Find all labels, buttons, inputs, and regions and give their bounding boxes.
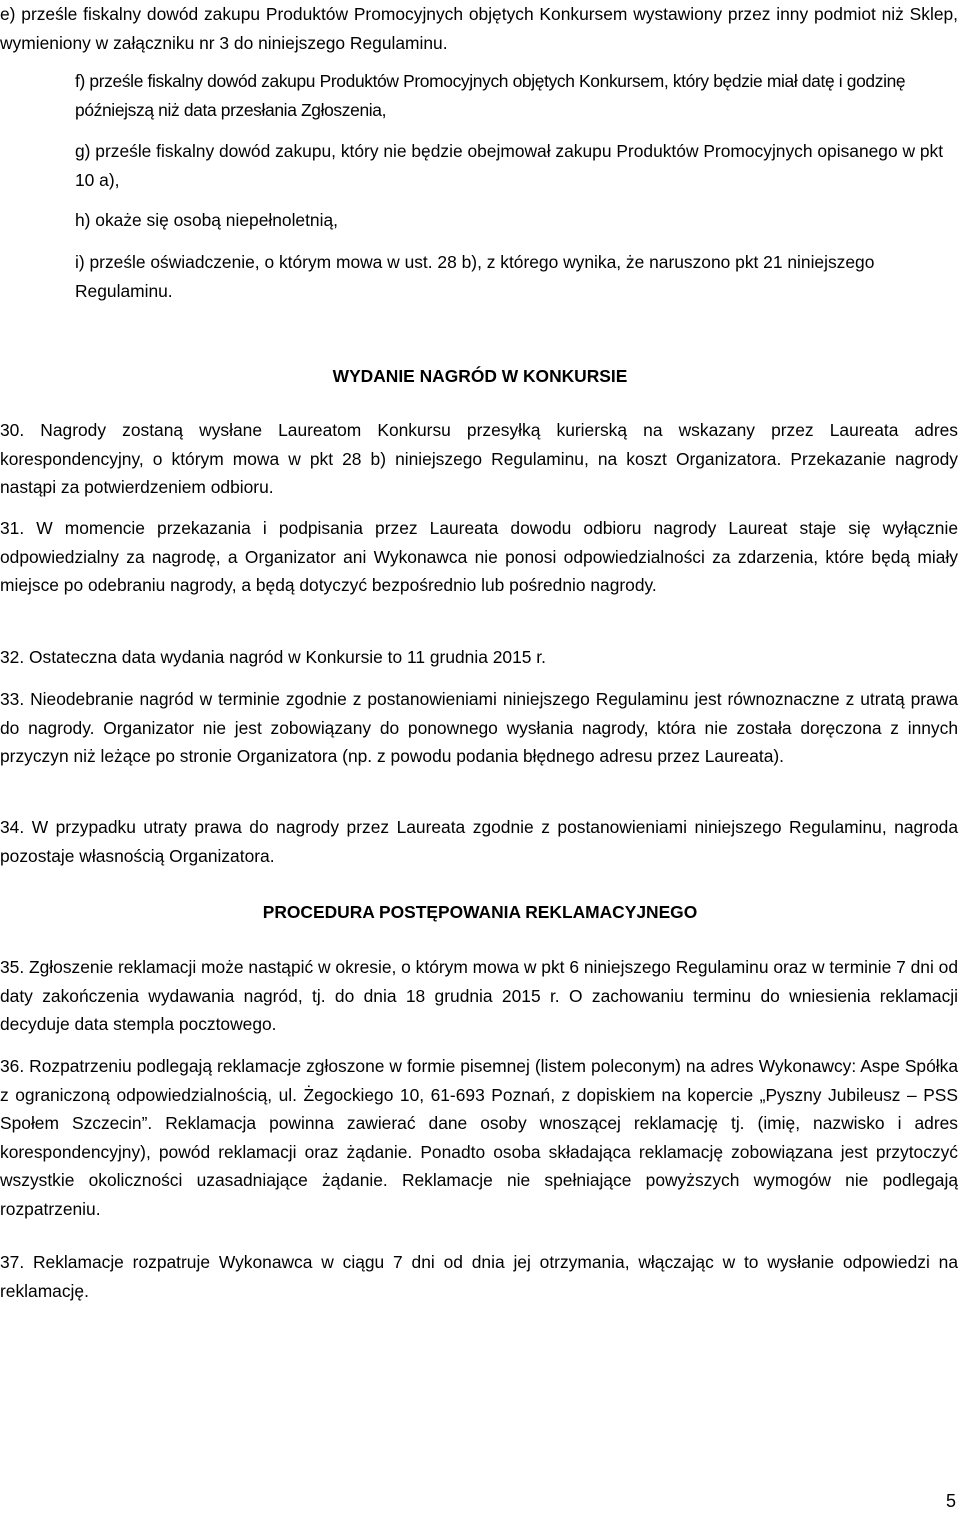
paragraph-32: 32. Ostateczna data wydania nagród w Konkursie to 11 grudnia 2015 r. (0, 647, 546, 667)
list-item-e: e) prześle fiskalny dowód zakupu Produktów Promocyjnych objętych Konkursem wystawiony przez inny podmiot niż Sklep, wymieniony w załączniku nr 3 do niniejszego Regulaminu. (0, 4, 958, 53)
paragraph-33: 33. Nieodebranie nagród w terminie zgodnie z postanowieniami niniejszego Regulaminu jest równoznaczne z utratą prawa do nagrody. Organizator nie jest zobowiązany do ponownego wysłania nagrody, która nie została doręczona z innych przyczyn niż leżące po stronie Organizatora (np. z powodu podania błędnego adresu przez Laureata). (0, 689, 958, 767)
section-heading-complaints: PROCEDURA POSTĘPOWANIA REKLAMACYJNEGO (262, 902, 698, 922)
paragraph-31: 31. W momencie przekazania i podpisania przez Laureata dowodu odbioru nagrody Laureat staje się wyłącznie odpowiedzialny za nagrodę, a Organizator ani Wykonawca nie ponosi odpowiedzialności za zdarzenia, które będą miały miejsce po odebraniu nagrody, a będą dotyczyć bezpośrednio lub pośrednio nagrody. (0, 518, 958, 596)
list-item-g: g) prześle fiskalny dowód zakupu, który nie będzie obejmował zakupu Produktów Promocyjnych opisanego w pkt 10 a), (75, 141, 944, 190)
page-number: 5 (945, 1491, 956, 1511)
paragraph-35: 35. Zgłoszenie reklamacji może nastąpić w okresie, o którym mowa w pkt 6 niniejszego Regulaminu oraz w terminie 7 dni od daty zakończenia wydawania nagród, tj. do dnia 18 grudnia 2015 r. O zachowaniu terminu do wniesienia reklamacji decyduje data stempla pocztowego. (0, 957, 958, 1035)
paragraph-30: 30. Nagrody zostaną wysłane Laureatom Konkursu przesyłką kurierską na wskazany przez Laureata adres korespondencyjny, o którym mowa w pkt 28 b) niniejszego Regulaminu, na koszt Organizatora. Przekazanie nagrody nastąpi za potwierdzeniem odbioru. (0, 420, 958, 498)
list-item-f: f) prześle fiskalny dowód zakupu Produktów Promocyjnych objętych Konkursem, który będzie miał datę i godzinę późniejszą niż data przesłania Zgłoszenia, (75, 71, 906, 120)
paragraph-34: 34. W przypadku utraty prawa do nagrody przez Laureata zgodnie z postanowieniami niniejszego Regulaminu, nagroda pozostaje własnością Organizatora. (0, 817, 958, 866)
section-heading-prize-delivery: WYDANIE NAGRÓD W KONKURSIE (332, 366, 628, 386)
paragraph-36: 36. Rozpatrzeniu podlegają reklamacje zgłoszone w formie pisemnej (listem poleconym) na adres Wykonawcy: Aspe Spółka z ograniczoną odpowiedzialnością, ul. Żegockiego 10, 61-693 Poznań, z dopiskiem na kopercie „Pyszny Jubileusz – PSS Społem Szczecin”. Reklamacja powinna zawierać dane osoby wnoszącej reklamację tj. (imię, nazwisko i adres korespondencyjny), powód reklamacji oraz żądanie. Ponadto osoba składająca reklamację zobowiązana jest przytoczyć wszystkie okoliczności uzasadniające żądanie. Reklamacje nie spełniające powyższych wymogów nie podlegają rozpatrzeniu. (0, 1056, 958, 1219)
list-item-h: h) okaże się osobą niepełnoletnią, (75, 210, 338, 230)
list-item-i: i) prześle oświadczenie, o którym mowa w ust. 28 b), z którego wynika, że naruszono pkt 21 niniejszego Regulaminu. (75, 252, 875, 301)
paragraph-37: 37. Reklamacje rozpatruje Wykonawca w ciągu 7 dni od dnia jej otrzymania, włączając w to wysłanie odpowiedzi na reklamację. (0, 1252, 958, 1301)
